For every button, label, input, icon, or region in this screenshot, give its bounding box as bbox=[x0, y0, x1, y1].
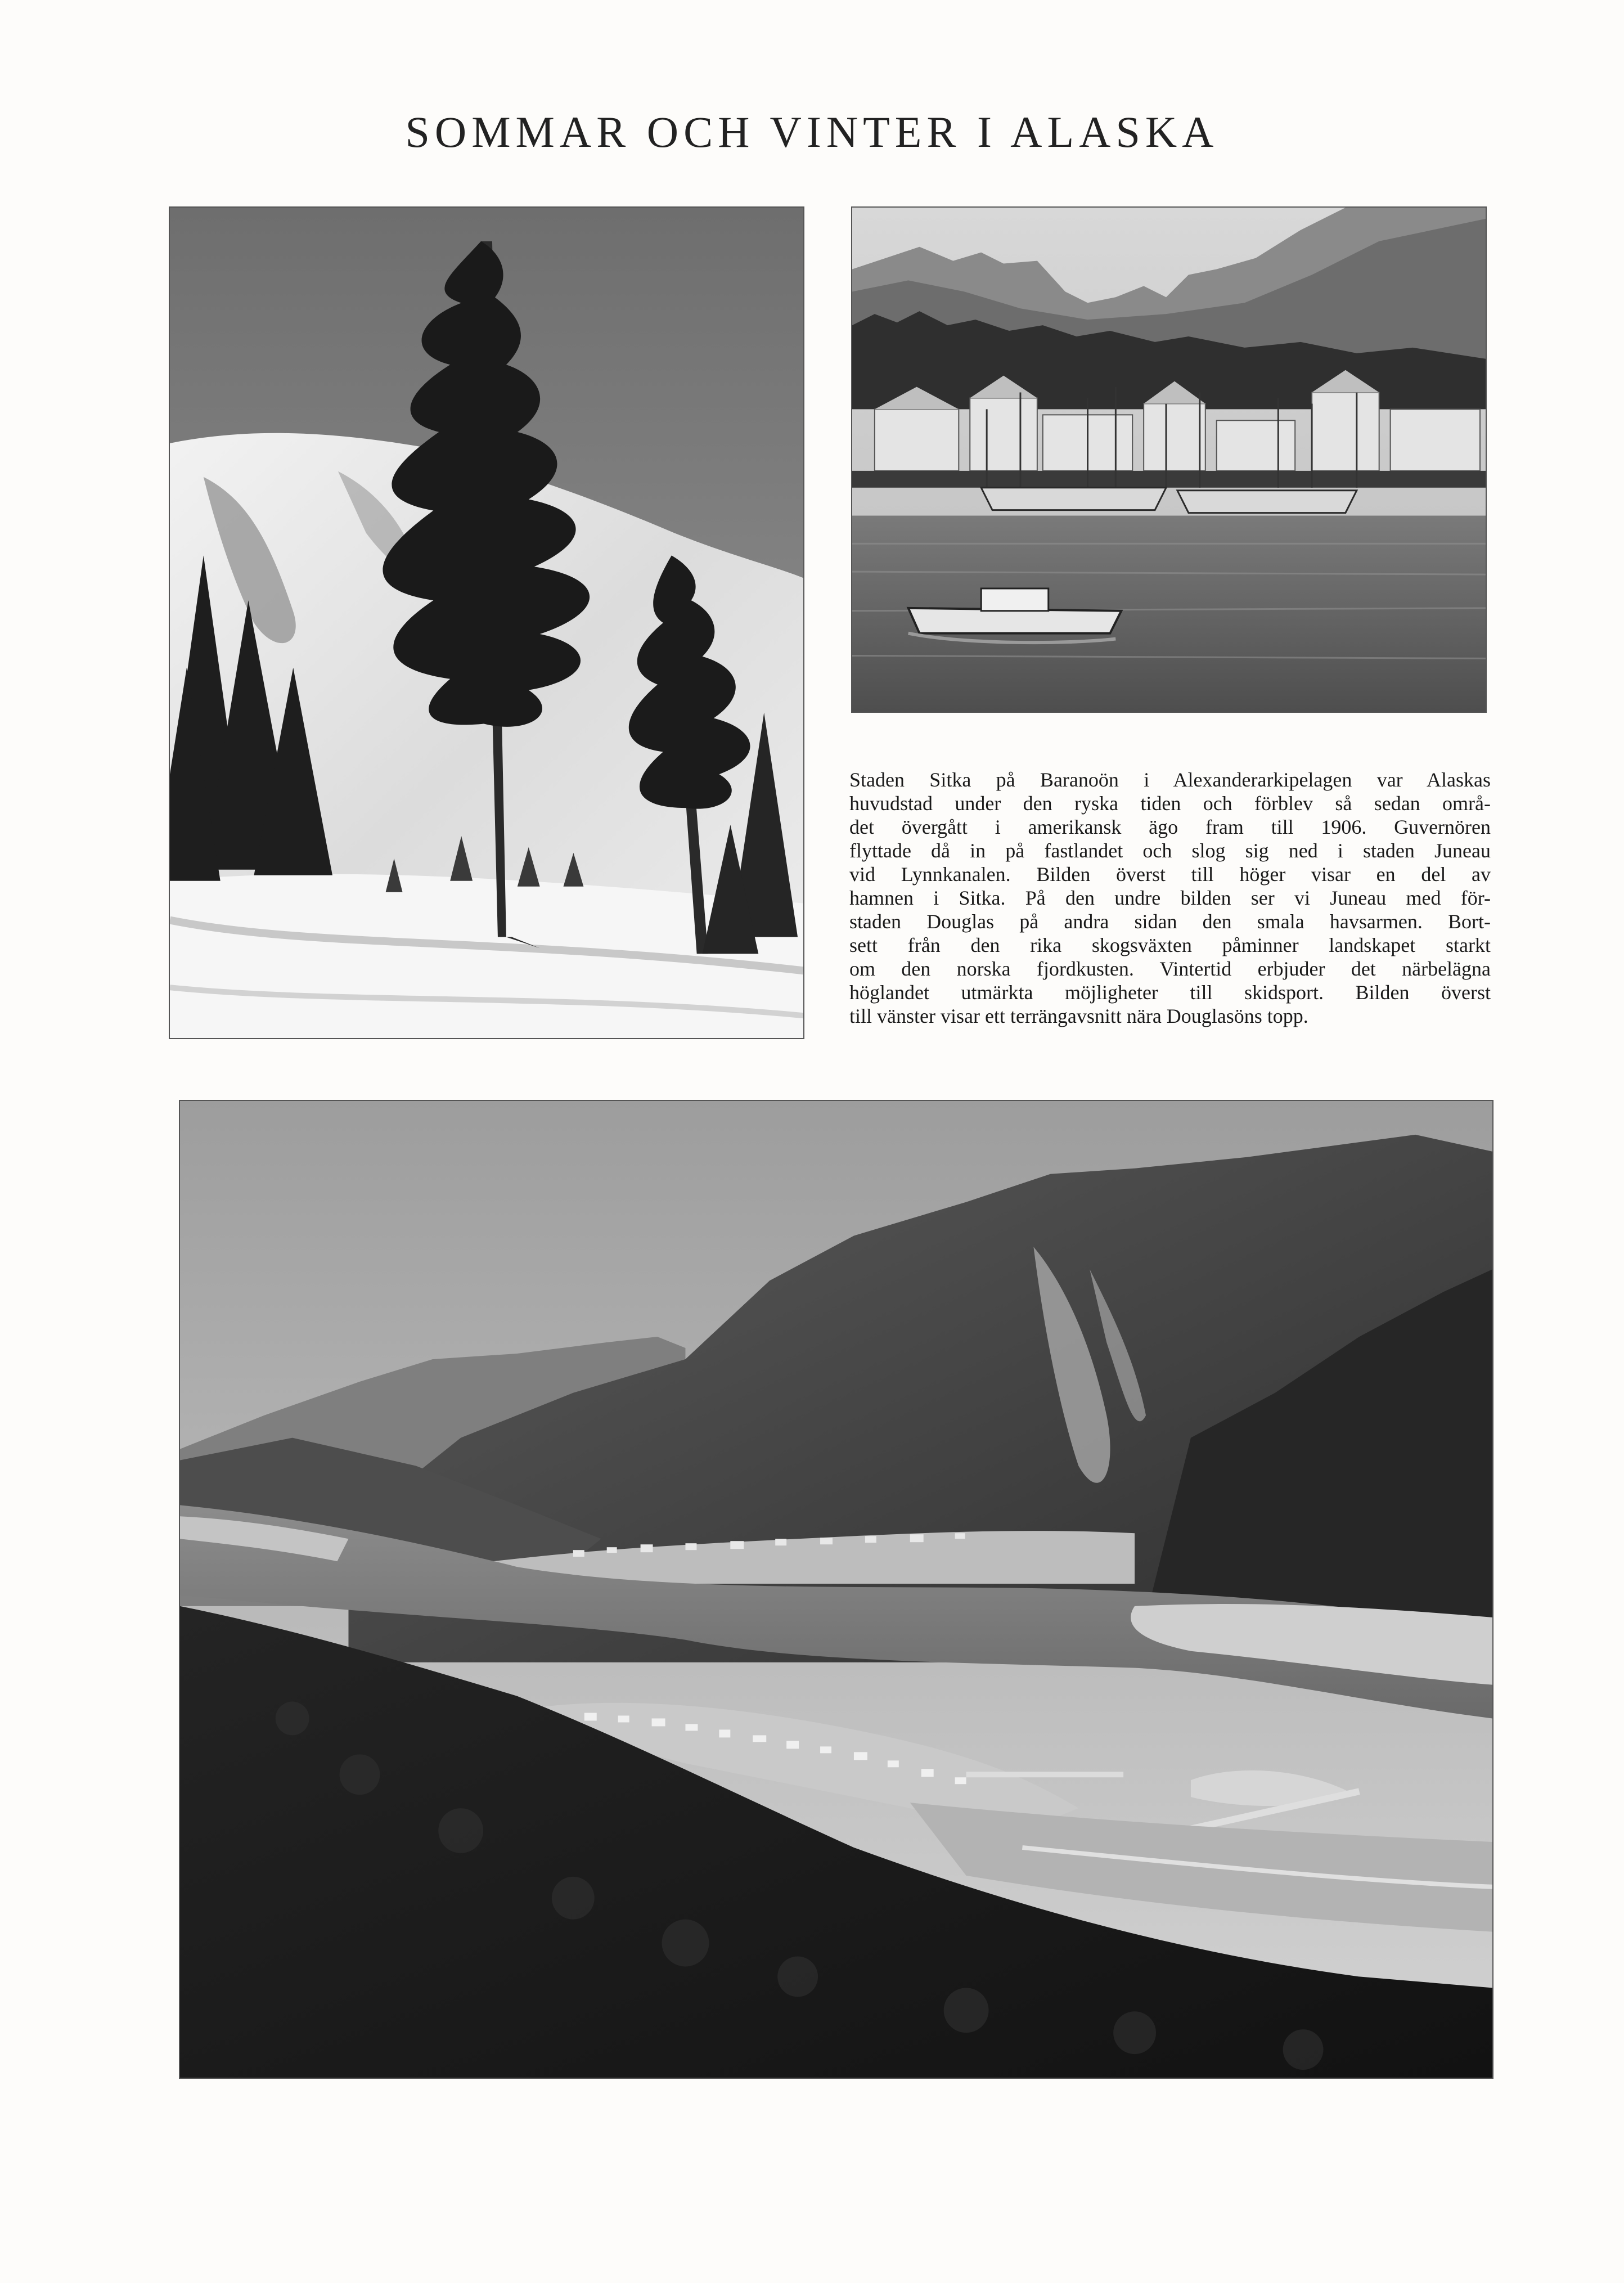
caption-line: höglandet utmärkta möjligheter till skidsport. Bilden överst bbox=[849, 981, 1491, 1004]
sitka-harbor-photo bbox=[851, 206, 1487, 713]
caption-line: Staden Sitka på Baranoön i Alexanderarkipelagen var Alaskas bbox=[849, 769, 1491, 791]
caption-line: det övergått i amerikansk ägo fram till 1906. Guvernören bbox=[849, 816, 1491, 838]
page-title: SOMMAR OCH VINTER I ALASKA bbox=[405, 107, 1219, 156]
photo-caption bbox=[849, 768, 1491, 1028]
caption-line: sett från den rika skogsväxten påminner landskapet starkt bbox=[849, 934, 1491, 956]
caption-line: huvudstad under den ryska tiden och förblev så sedan områ- bbox=[849, 792, 1491, 815]
caption-line: vid Lynnkanalen. Bilden överst till höger visar en del av bbox=[849, 863, 1491, 886]
caption-line: om den norska fjordkusten. Vintertid erbjuder det närbelägna bbox=[849, 958, 1491, 980]
caption-line: hamnen i Sitka. På den undre bilden ser vi Juneau med för- bbox=[849, 887, 1491, 909]
caption-line: staden Douglas på andra sidan den smala havsarmen. Bort- bbox=[849, 910, 1491, 933]
snow-trees-photo bbox=[169, 206, 804, 1039]
caption-line: flyttade då in på fastlandet och slog sig ned i staden Juneau bbox=[849, 839, 1491, 862]
caption-line: till vänster visar ett terrängavsnitt nära Douglasöns topp. bbox=[849, 1005, 1308, 1027]
juneau-aerial-photo bbox=[179, 1100, 1493, 2079]
